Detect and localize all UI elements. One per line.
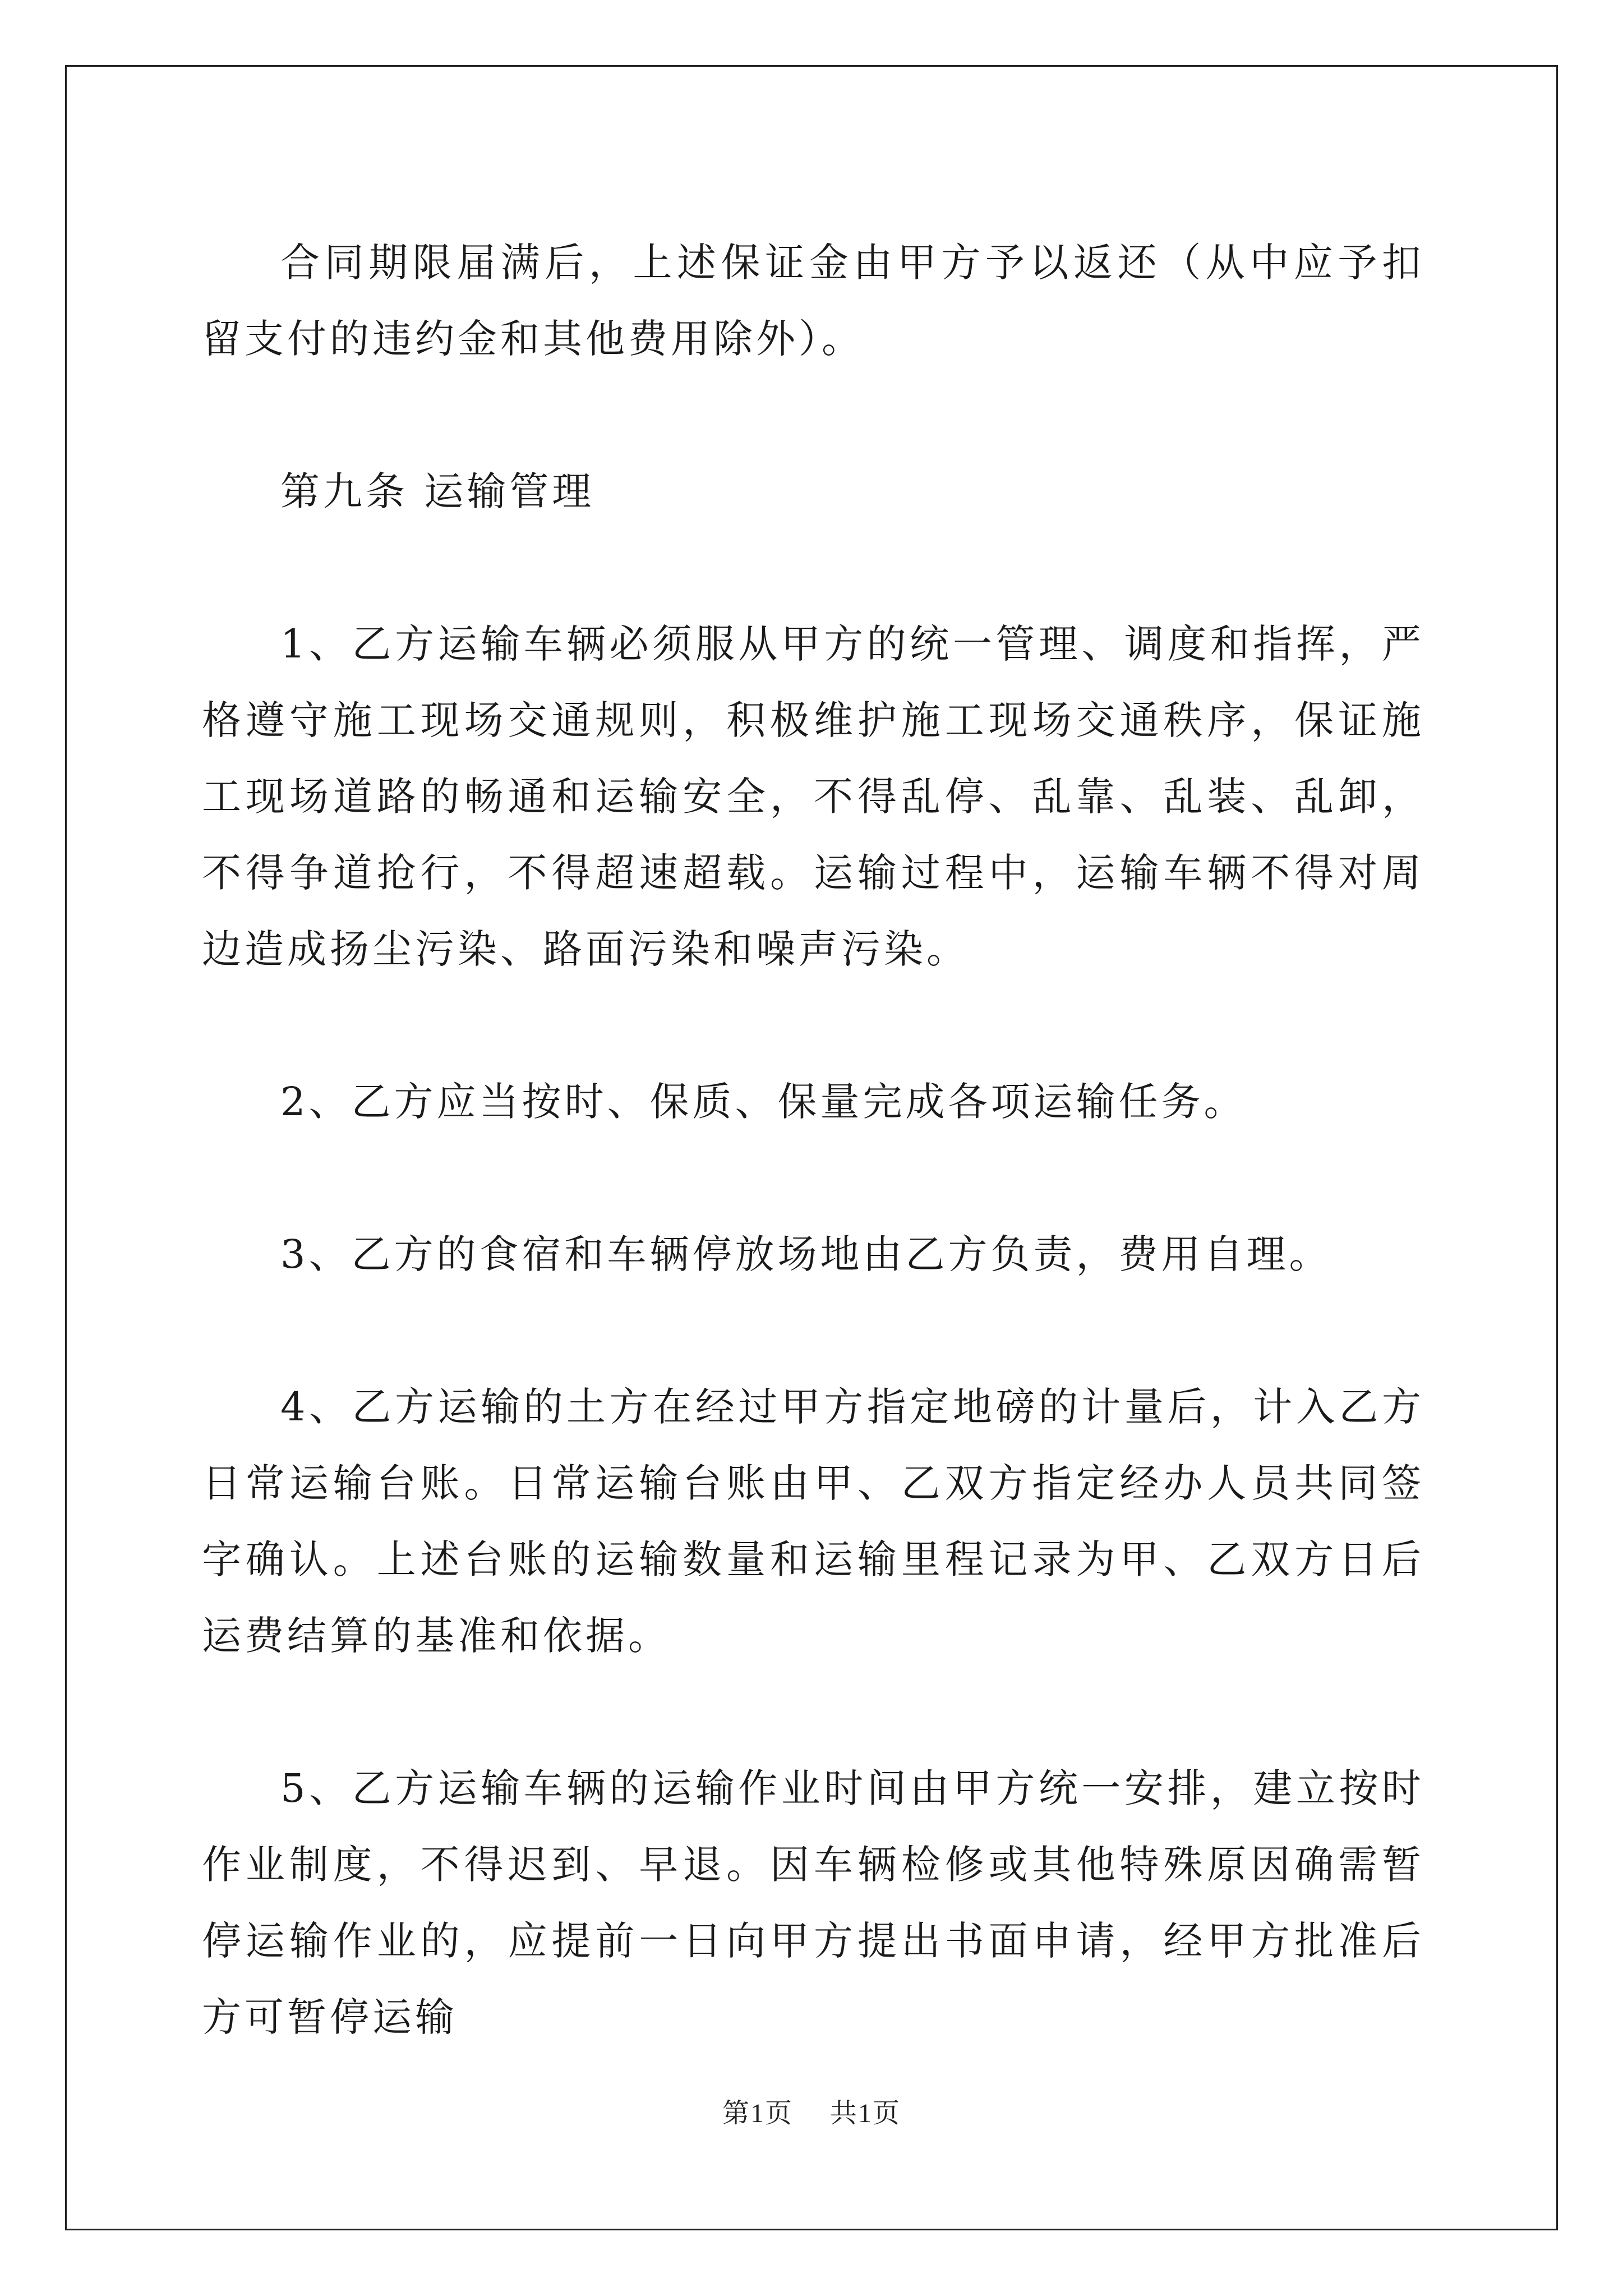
clause-4-transport-ledger: 4、乙方运输的土方在经过甲方指定地磅的计量后，计入乙方日常运输台账。日常运输台账由甲、乙双方指定经办人员共同签字确认。上述台账的运输数量和运输里程记录为甲、乙双方日后运费结算的基准和依据。 — [202, 1384, 1424, 1659]
document-body — [202, 224, 1424, 2132]
clause-5-work-schedule: 5、乙方运输车辆的运输作业时间由甲方统一安排，建立按时作业制度，不得迟到、早退。因车辆检修或其他特殊原因确需暂停运输作业的，应提前一日向甲方提出书面申请，经甲方批准后方可暂停运输 — [202, 1765, 1424, 2040]
clause-2-complete-tasks: 2、乙方应当按时、保质、保量完成各项运输任务。 — [280, 1079, 1247, 1125]
section-heading-transport-management: 第九条 运输管理 — [280, 468, 595, 514]
page-total: 共1页 — [830, 2099, 901, 2128]
page-number: 第1页 — [722, 2099, 793, 2128]
page-footer — [0, 2091, 1623, 2130]
clause-1-vehicle-management: 1、乙方运输车辆必须服从甲方的统一管理、调度和指挥，严格遵守施工现场交通规则，积极维护施工现场交通秩序，保证施工现场道路的畅通和运输安全，不得乱停、乱靠、乱装、乱卸，不得争道抢行，不得超速超载。运输过程中，运输车辆不得对周边造成扬尘污染、路面污染和噪声污染。 — [202, 621, 1424, 972]
clause-3-lodging-parking: 3、乙方的食宿和车辆停放场地由乙方负责，费用自理。 — [280, 1231, 1332, 1277]
paragraph-deposit-return: 合同期限届满后，上述保证金由甲方予以返还（从中应予扣留支付的违约金和其他费用除外）。 — [202, 240, 1424, 362]
